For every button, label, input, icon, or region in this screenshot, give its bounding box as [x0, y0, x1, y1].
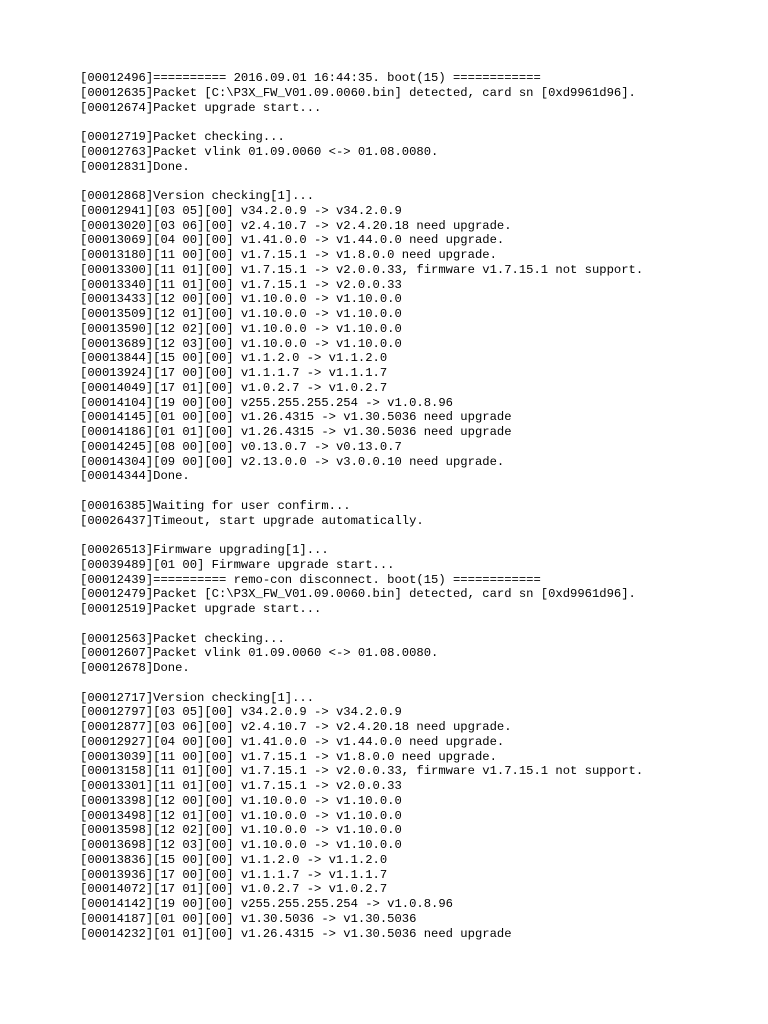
- log-line: [00013300][11 01][00] v1.7.15.1 -> v2.0.0.33, firmware v1.7.15.1 not support.: [80, 262, 644, 277]
- log-line: [00013180][11 00][00] v1.7.15.1 -> v1.8.0.0 need upgrade.: [80, 248, 497, 262]
- log-line: [00013340][11 01][00] v1.7.15.1 -> v2.0.0.33: [80, 277, 402, 292]
- log-line: [00012519]Packet upgrade start...: [80, 602, 322, 616]
- log-line: [00014142][19 00][00] v255.255.255.254 -> v1.0.8.96: [80, 897, 453, 911]
- log-line: [00014232][01 01][00] v1.26.4315 -> v1.30.5036 need upgrade: [80, 926, 512, 941]
- log-line: [00012607]Packet vlink 01.09.0060 <-> 01.08.0080.: [80, 646, 439, 661]
- log-line: [00013689][12 03][00] v1.10.0.0 -> v1.10.0.0: [80, 336, 402, 351]
- log-line: [00014145][01 00][00] v1.26.4315 -> v1.30.5036 need upgrade: [80, 410, 512, 425]
- log-line: [00012717]Version checking[1]...: [80, 690, 315, 705]
- log-line: [00012563]Packet checking...: [80, 631, 285, 646]
- log-line: [00013301][11 01][00] v1.7.15.1 -> v2.0.0.33: [80, 779, 402, 793]
- blank-line: [80, 484, 760, 499]
- blank-line: [80, 676, 760, 691]
- log-line: [00012635]Packet [C:\P3X_FW_V01.09.0060.bin] detected, card sn [0xd9961d96].: [80, 85, 636, 100]
- log-line: [00013836][15 00][00] v1.1.2.0 -> v1.1.2.0: [80, 852, 388, 867]
- blank-line: [80, 528, 760, 543]
- log-line: [00016385]Waiting for user confirm...: [80, 498, 351, 513]
- log-line: [00012797][03 05][00] v34.2.0.9 -> v34.2.0.9: [80, 705, 402, 720]
- log-line: [00012941][03 05][00] v34.2.0.9 -> v34.2.0.9: [80, 203, 402, 218]
- log-line: [00013924][17 00][00] v1.1.1.7 -> v1.1.1.7: [80, 366, 388, 380]
- log-line: [00013433][12 00][00] v1.10.0.0 -> v1.10.0.0: [80, 292, 402, 307]
- blank-line: [80, 115, 760, 130]
- log-line: [00013158][11 01][00] v1.7.15.1 -> v2.0.0.33, firmware v1.7.15.1 not support.: [80, 764, 644, 779]
- log-line: [00012831]Done.: [80, 159, 190, 174]
- log-line: [00014187][01 00][00] v1.30.5036 -> v1.30.5036: [80, 911, 417, 926]
- log-line: [00012479]Packet [C:\P3X_FW_V01.09.0060.bin] detected, card sn [0xd9961d96].: [80, 587, 636, 602]
- log-line: [00013398][12 00][00] v1.10.0.0 -> v1.10.0.0: [80, 793, 402, 808]
- log-line: [00013039][11 00][00] v1.7.15.1 -> v1.8.0.0 need upgrade.: [80, 749, 497, 764]
- log-line: [00013509][12 01][00] v1.10.0.0 -> v1.10.0.0: [80, 307, 402, 321]
- log-line: [00012877][03 06][00] v2.4.10.7 -> v2.4.20.18 need upgrade.: [80, 720, 512, 734]
- log-line: [00013698][12 03][00] v1.10.0.0 -> v1.10.0.0: [80, 838, 402, 852]
- log-line: [00012927][04 00][00] v1.41.0.0 -> v1.44.0.0 need upgrade.: [80, 734, 505, 749]
- log-line: [00012868]Version checking[1]...: [80, 189, 315, 203]
- log-line: [00039489][01 00] Firmware upgrade start...: [80, 557, 395, 572]
- log-line: [00012674]Packet upgrade start...: [80, 100, 322, 115]
- blank-line: [80, 617, 760, 632]
- log-line: [00013844][15 00][00] v1.1.2.0 -> v1.1.2.0: [80, 351, 388, 366]
- log-line: [00014072][17 01][00] v1.0.2.7 -> v1.0.2.7: [80, 882, 388, 897]
- log-line: [00014304][09 00][00] v2.13.0.0 -> v3.0.0.10 need upgrade.: [80, 454, 505, 469]
- log-line: [00013598][12 02][00] v1.10.0.0 -> v1.10.0.0: [80, 823, 402, 838]
- log-line: [00012496]========== 2016.09.01 16:44:35. boot(15) ============: [80, 71, 541, 85]
- log-line: [00014186][01 01][00] v1.26.4315 -> v1.30.5036 need upgrade: [80, 425, 512, 439]
- log-line: [00014245][08 00][00] v0.13.0.7 -> v0.13.0.7: [80, 439, 402, 454]
- log-line: [00013069][04 00][00] v1.41.0.0 -> v1.44.0.0 need upgrade.: [80, 233, 505, 248]
- log-line: [00012439]========== remo-con disconnect. boot(15) ============: [80, 572, 541, 587]
- log-line: [00013590][12 02][00] v1.10.0.0 -> v1.10.0.0: [80, 321, 402, 336]
- log-line: [00013936][17 00][00] v1.1.1.7 -> v1.1.1.7: [80, 867, 388, 882]
- log-line: [00014104][19 00][00] v255.255.255.254 -> v1.0.8.96: [80, 395, 453, 410]
- log-line: [00012678]Done.: [80, 661, 190, 675]
- log-line: [00014049][17 01][00] v1.0.2.7 -> v1.0.2.7: [80, 380, 388, 395]
- log-line: [00026437]Timeout, start upgrade automatically.: [80, 513, 424, 528]
- log-line: [00014344]Done.: [80, 469, 190, 484]
- log-line: [00013020][03 06][00] v2.4.10.7 -> v2.4.20.18 need upgrade.: [80, 218, 512, 233]
- log-line: [00012763]Packet vlink 01.09.0060 <-> 01.08.0080.: [80, 144, 439, 159]
- log-line: [00012719]Packet checking...: [80, 130, 285, 144]
- log-line: [00026513]Firmware upgrading[1]...: [80, 543, 329, 557]
- log-line: [00013498][12 01][00] v1.10.0.0 -> v1.10.0.0: [80, 808, 402, 823]
- blank-line: [80, 174, 760, 189]
- log-document: [80, 71, 760, 941]
